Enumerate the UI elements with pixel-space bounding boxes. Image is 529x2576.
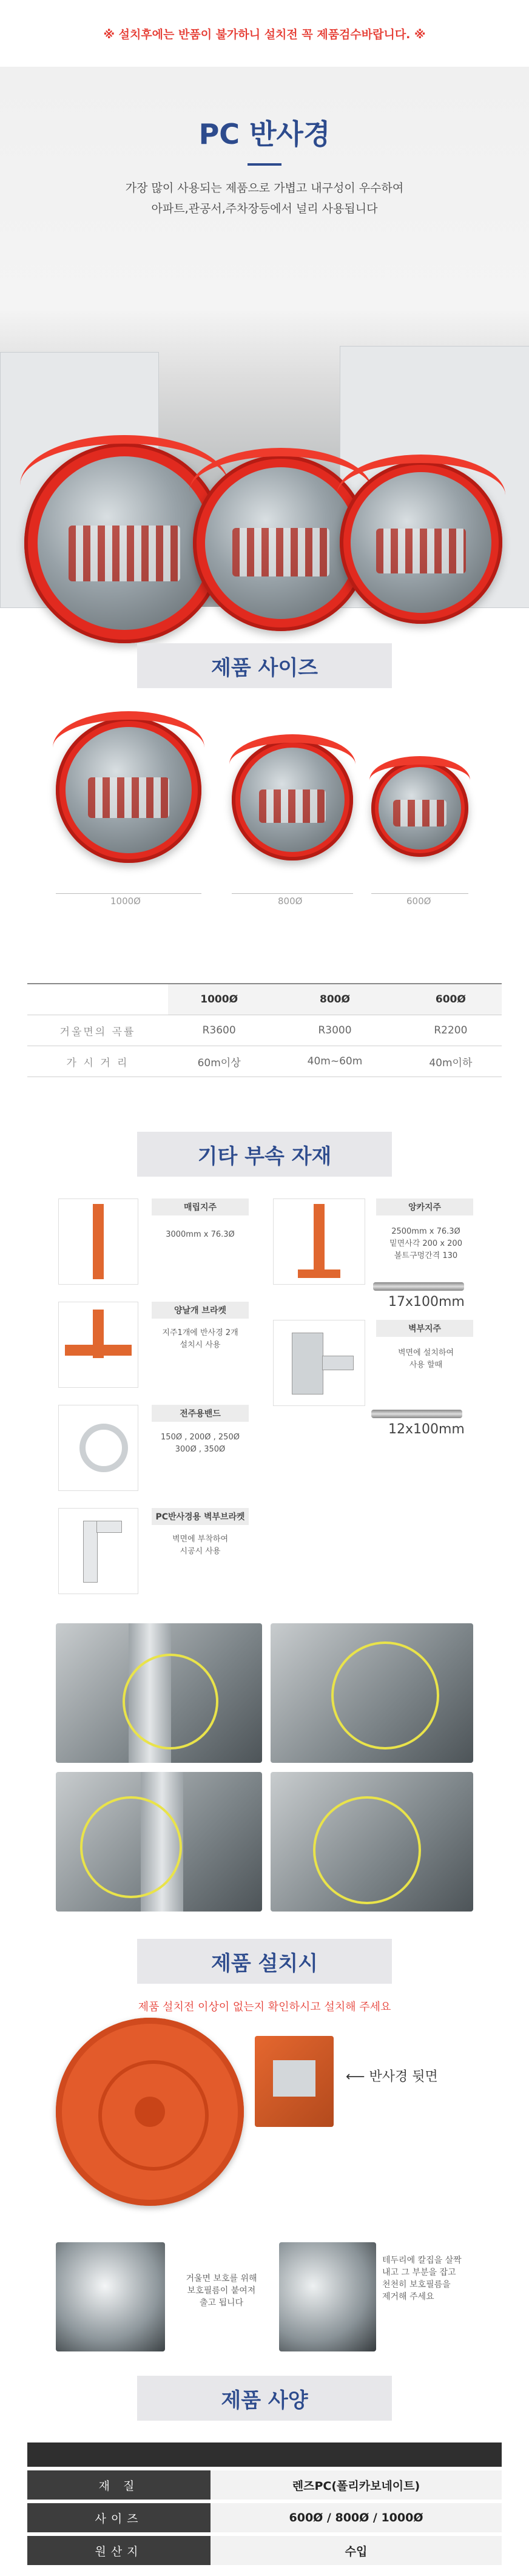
size-mirror-1000 <box>56 717 201 863</box>
table-row <box>27 2536 502 2565</box>
size-section <box>0 607 529 983</box>
install-section-title: 제품 설치시 <box>137 1939 392 1984</box>
accessory-title: 양날개 브라켓 <box>152 1302 249 1319</box>
spec-key: 사이즈 <box>27 2503 211 2532</box>
table-cell: R3600 <box>168 1015 270 1046</box>
accessory-section <box>0 1077 529 1915</box>
pole-band-image <box>58 1405 138 1491</box>
accessory-title: PC반사경용 벽부브라켓 <box>152 1508 249 1525</box>
accessory-text: 150Ø , 200Ø , 250Ø 300Ø , 350Ø <box>161 1433 240 1454</box>
table-cell: 40m~60m <box>270 1046 399 1077</box>
spec-value: 수입 <box>211 2536 502 2565</box>
film-removal-note: 테두리에 칼집을 살짝 내고 그 부분을 잡고 천천히 보호필름을 제거해 주세요 <box>382 2256 462 2302</box>
wall-pole-image <box>273 1320 365 1406</box>
table-cell: R2200 <box>400 1015 502 1046</box>
size-header-1000: 1000Ø <box>168 984 270 1015</box>
spec-key: 원산지 <box>27 2536 211 2565</box>
size-mirror-800 <box>232 739 353 860</box>
dim-label-600: 600Ø <box>406 896 431 907</box>
spec-value: 렌즈PC(폴리카보네이트) <box>211 2470 502 2500</box>
size-mirror-600 <box>371 760 468 857</box>
back-label: ⟵ 반사경 뒷면 <box>346 2069 438 2084</box>
accessory-text: 지주1개에 반사경 2개 설치시 사용 <box>162 1328 238 1350</box>
product-title: PC 반사경 <box>198 118 331 150</box>
table-cell: 40m이하 <box>400 1046 502 1077</box>
install-photo-wall-bracket <box>271 1623 473 1763</box>
table-cell: 60m이상 <box>168 1046 270 1077</box>
dim-label-800: 800Ø <box>278 896 303 907</box>
spec-table-header-bar <box>27 2442 502 2467</box>
product-description <box>0 178 529 219</box>
mirror-600-image <box>340 461 502 624</box>
film-removal-photo <box>279 2242 376 2351</box>
spec-table <box>27 2467 502 2569</box>
double-bracket-image <box>58 1302 138 1388</box>
mirror-back-detail-image <box>255 2036 334 2127</box>
size-section-title: 제품 사이즈 <box>137 643 392 688</box>
description-line-1: 가장 많이 사용되는 제품으로 가볍고 내구성이 우수하여 <box>125 181 404 195</box>
anchor-pole-image <box>273 1198 365 1285</box>
install-section <box>0 1915 529 2376</box>
install-photo-pole-band <box>56 1623 262 1763</box>
spec-section <box>0 2376 529 2576</box>
table-row <box>27 2503 502 2532</box>
install-photo-bracket-detail <box>56 1772 262 1912</box>
hero-section <box>0 67 529 607</box>
accessory-text: 벽면에 부착하여 시공시 사용 <box>172 1535 229 1556</box>
spec-value: 600Ø / 800Ø / 1000Ø <box>211 2503 502 2532</box>
anchor-bolt-17-image <box>373 1282 464 1291</box>
mirror-back-image <box>56 2018 244 2206</box>
wall-bracket-image <box>58 1508 138 1594</box>
title-underline <box>248 163 281 166</box>
install-subtitle: 제품 설치전 이상이 없는지 확인하시고 설치해 주세요 <box>138 2001 391 2013</box>
accessory-text: 2500mm x 76.3Ø 밑면사각 200 x 200 볼트구멍간격 130 <box>389 1227 462 1260</box>
table-cell: R3000 <box>270 1015 399 1046</box>
accessory-text: 벽면에 설치하여 사용 할때 <box>397 1348 454 1370</box>
anchor-bolt-12-image <box>371 1410 462 1418</box>
bolt-label-12: 12x100mm <box>388 1422 465 1437</box>
size-header-600: 600Ø <box>400 984 502 1015</box>
dim-label-1000: 1000Ø <box>110 896 141 907</box>
buried-pole-image <box>58 1198 138 1285</box>
accessory-title: 매립지주 <box>152 1198 249 1215</box>
row-label-visibility: 가 시 거 리 <box>27 1046 168 1077</box>
accessory-text: 3000mm x 76.3Ø <box>166 1230 235 1239</box>
row-label-curvature: 거울면의 곡률 <box>27 1015 168 1046</box>
size-header-800: 800Ø <box>270 984 399 1015</box>
accessory-section-title: 기타 부속 자재 <box>137 1132 392 1177</box>
accessory-title: 벽부지주 <box>376 1320 473 1337</box>
table-row <box>27 1015 502 1046</box>
bolt-label-17: 17x100mm <box>388 1294 465 1310</box>
accessory-title: 전주용밴드 <box>152 1405 249 1422</box>
description-line-2: 아파트,관공서,주차장등에서 널리 사용됩니다 <box>151 202 378 215</box>
size-spec-table <box>27 983 502 1077</box>
protective-film-note: 거울면 보호를 위해 보호필름이 붙여져 출고 됩니다 <box>186 2274 257 2308</box>
accessory-title: 앙카지주 <box>376 1198 473 1215</box>
protective-film-photo <box>56 2242 165 2351</box>
install-photo-double-bracket <box>271 1772 473 1912</box>
install-notice: ※ 설치후에는 반품이 불가하니 설치전 꼭 제품검수바랍니다. ※ <box>103 27 426 41</box>
spec-section-title: 제품 사양 <box>137 2376 392 2421</box>
table-row <box>27 2470 502 2500</box>
spec-key: 재 질 <box>27 2470 211 2500</box>
table-row <box>27 1046 502 1077</box>
arrow-left-icon: ⟵ <box>346 2069 369 2084</box>
